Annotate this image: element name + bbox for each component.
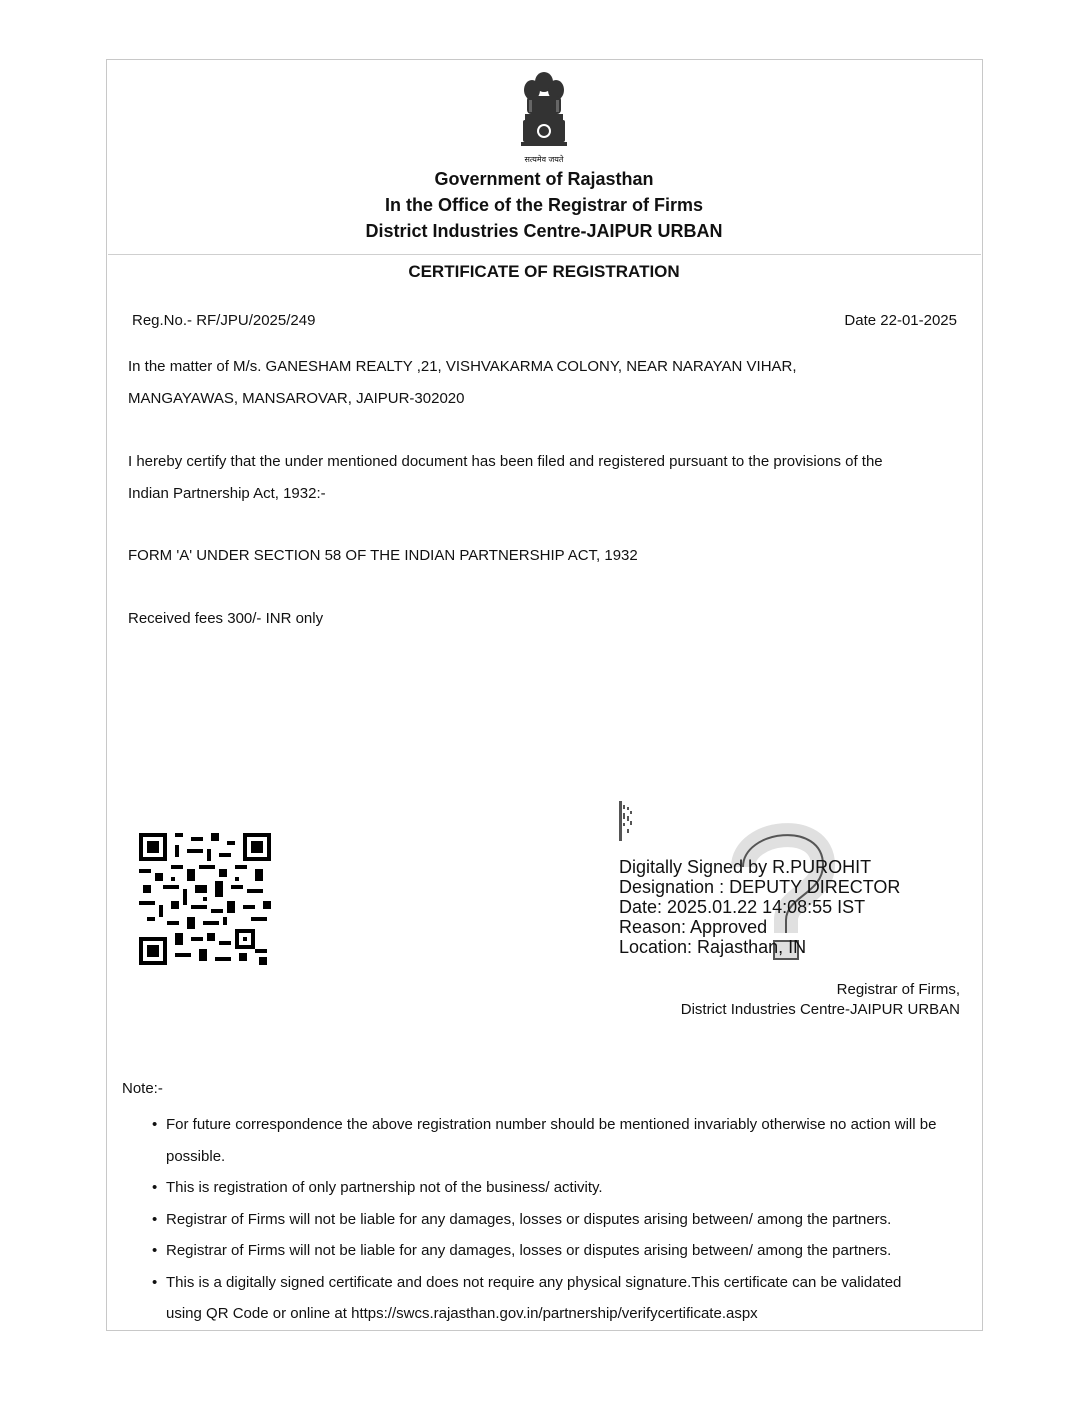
- notes-list: [150, 1109, 970, 1330]
- signature-signer: Digitally Signed by R.PUROHIT: [619, 857, 872, 877]
- note-item: • Registrar of Firms will not be liable for any damages, losses or disputes arising between/ among the partners.: [166, 1204, 970, 1236]
- signature-designation: Designation : DEPUTY DIRECTOR: [619, 877, 901, 897]
- note-item: • For future correspondence the above registration number should be mentioned invariably otherwise no action will be possible.: [166, 1109, 966, 1172]
- header-office: In the Office of the Registrar of Firms: [384, 195, 704, 215]
- ashoka-emblem-icon: [517, 70, 571, 166]
- matter-line-2: MANGAYAWAS, MANSAROVAR, JAIPUR-302020: [128, 390, 465, 407]
- signature-reason: Reason: Approved: [619, 917, 768, 937]
- registrar-block: [681, 980, 960, 1020]
- registrar-title: Registrar of Firms,: [836, 981, 960, 998]
- digital-signature-block: [619, 857, 900, 957]
- signature-date: Date: 2025.01.22 14:08:55 IST: [619, 897, 866, 917]
- matter-line-1: In the matter of M/s. GANESHAM REALTY ,21, VISHVAKARMA COLONY, NEAR NARAYAN VIHAR,: [128, 358, 797, 375]
- emblem-motto: सत्यमेव जयते: [524, 155, 564, 164]
- header-government: Government of Rajasthan: [434, 169, 654, 189]
- note-item: • This is registration of only partnership not of the business/ activity.: [166, 1172, 970, 1204]
- signature-location: Location: Rajasthan, IN: [619, 937, 807, 957]
- header-district: District Industries Centre-JAIPUR URBAN: [365, 221, 723, 241]
- registration-number: Reg.No.- RF/JPU/2025/249: [132, 312, 316, 329]
- certificate-title: CERTIFICATE OF REGISTRATION: [408, 262, 680, 281]
- certify-line-2: Indian Partnership Act, 1932:-: [128, 485, 326, 502]
- notes-label: Note:-: [122, 1080, 163, 1097]
- certificate-date: Date 22-01-2025: [844, 312, 957, 329]
- certify-line-1: I hereby certify that the under mentioned document has been filed and registered pursuant to the provisions of the: [128, 453, 883, 470]
- note-item: • Registrar of Firms will not be liable for any damages, losses or disputes arising between/ among the partners.: [166, 1235, 970, 1267]
- note-item: • This is a digitally signed certificate and does not require any physical signature.This certificate can be validated using QR Code or online at https://swcs.rajasthan.gov.in/partnership/verifycertificate.aspx: [166, 1267, 916, 1330]
- header-divider: [108, 254, 981, 255]
- form-reference: FORM 'A' UNDER SECTION 58 OF THE INDIAN PARTNERSHIP ACT, 1932: [128, 547, 638, 564]
- registrar-office: District Industries Centre-JAIPUR URBAN: [680, 1001, 960, 1018]
- fees-received: Received fees 300/- INR only: [128, 610, 324, 627]
- signature-barcode-mark: [619, 801, 633, 841]
- qr-code-icon[interactable]: [139, 833, 271, 965]
